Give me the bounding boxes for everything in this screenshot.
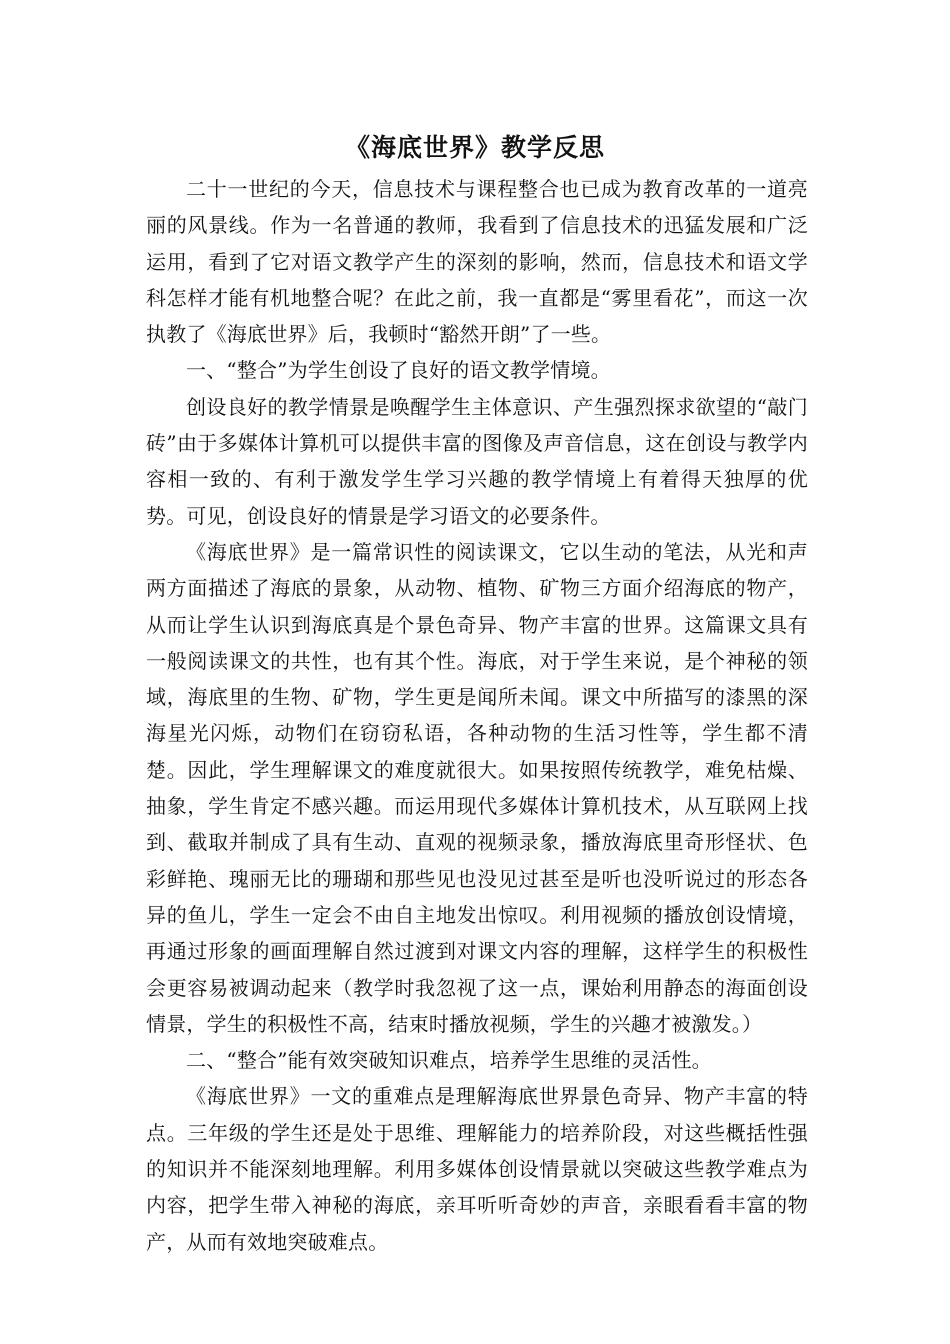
paragraph-text-analysis: 《海底世界》是一篇常识性的阅读课文，它以生动的笔法，从光和声两方面描述了海底的景象，从动物、植物、矿物三方面介绍海底的物产，从而让学生认识到海底真是个景色奇异、物产丰富的世界。这篇课文具有一般阅读课文的共性，也有其个性。海底，对于学生来说，是个神秘的领域，海底里的生物、矿物，学生更是闻所未闻。课文中所描写的漆黑的深海星光闪烁，动物们在窃窃私语，各种动物的生活习性等，学生都不清楚。因此，学生理解课文的难度就很大。如果按照传统教学，难免枯燥、抽象，学生肯定不感兴趣。而运用现代多媒体计算机技术，从互联网上找到、截取并制成了具有生动、直观的视频录象，播放海底里奇形怪状、色彩鲜艳、瑰丽无比的珊瑚和那些见也没见过甚至是听也没听说过的形态各异的鱼儿，学生一定会不由自主地发出惊叹。利用视频的播放创设情境，再通过形象的画面理解自然过渡到对课文内容的理解，这样学生的积极性会更容易被调动起来（教学时我忽视了这一点，课始利用静态的海面创设情景，学生的积极性不高，结束时播放视频，学生的兴趣才被激发。） bbox=[146, 539, 808, 1036]
section-heading-2: 二、“整合”能有效突破知识难点，培养学生思维的灵活性。 bbox=[186, 1048, 712, 1073]
paragraph-situation: 创设良好的教学情景是唤醒学生主体意识、产生强烈探求欲望的“敲门砖”由于多媒体计算机可以提供丰富的图像及声音信息，这在创设与教学内容相一致的、有利于激发学生学习兴趣的教学情境上有着得天独厚的优势。可见，创设良好的情景是学习语文的必要条件。 bbox=[146, 394, 808, 528]
document-body bbox=[146, 171, 808, 1260]
document-title: 《海底世界》教学反思 bbox=[344, 133, 605, 162]
paragraph-intro: 二十一世纪的今天，信息技术与课程整合也已成为教育改革的一道亮丽的风景线。作为一名普通的教师，我看到了信息技术的迅猛发展和广泛运用，看到了它对语文教学产生的深刻的影响，然而，信息技术和语文学科怎样才能有机地整合呢？在此之前，我一直都是“雾里看花”，而这一次执教了《海底世界》后，我顿时“豁然开朗”了一些。 bbox=[146, 177, 808, 347]
paragraph-difficulty: 《海底世界》一文的重难点是理解海底世界景色奇异、物产丰富的特点。三年级的学生还是处于思维、理解能力的培养阶段，对这些概括性强的知识并不能深刻地理解。利用多媒体创设情景就以突破这些教学难点为内容，把学生带入神秘的海底，亲耳听听奇妙的声音，亲眼看看丰富的物产，从而有效地突破难点。 bbox=[146, 1084, 808, 1254]
section-heading-1: 一、“整合”为学生创设了良好的语文教学情境。 bbox=[186, 358, 611, 383]
